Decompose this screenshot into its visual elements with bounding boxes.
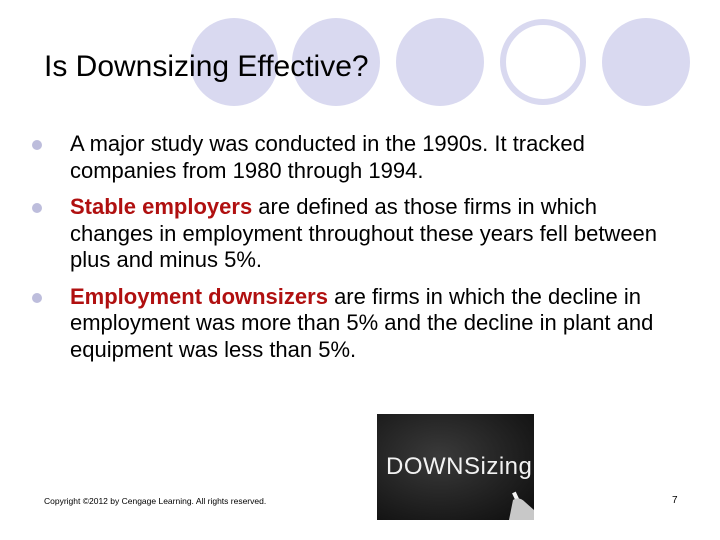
bullet-text: are firms in which the decline in employment was more than 5% and the decline in plant and equipment was less than 5%. xyxy=(70,283,654,362)
bullet-dot-icon xyxy=(32,140,42,150)
hand-with-chalk-icon xyxy=(509,492,534,520)
bullet-term: Employment downsizers xyxy=(70,283,328,309)
deco-circle-5 xyxy=(602,18,690,106)
bullet-list xyxy=(32,131,672,373)
bullet-dot-icon xyxy=(32,293,42,303)
bullet-item-stable-employers xyxy=(32,194,672,274)
bullet-text: A major study was conducted in the 1990s. It tracked companies from 1980 through 1994. xyxy=(70,131,585,183)
deco-circle-3 xyxy=(396,18,484,106)
chalkboard-drawing xyxy=(377,414,534,520)
page-number: 7 xyxy=(672,495,678,506)
bullet-term: Stable employers xyxy=(70,194,253,219)
downsizing-chalkboard-image xyxy=(377,414,534,520)
deco-circle-4 xyxy=(503,22,583,102)
bullet-item-study xyxy=(32,131,672,184)
copyright-footer: Copyright ©2012 by Cengage Learning. All rights reserved. xyxy=(44,496,267,506)
bullet-text: are defined as those firms in which changes in employment throughout these years fell between plus and minus 5%. xyxy=(70,194,658,272)
slide-title: Is Downsizing Effective? xyxy=(44,50,369,83)
bullet-dot-icon xyxy=(32,203,42,213)
chalk-word: DOWNSizing xyxy=(386,453,533,480)
bullet-item-employment-downsizers xyxy=(32,284,672,364)
